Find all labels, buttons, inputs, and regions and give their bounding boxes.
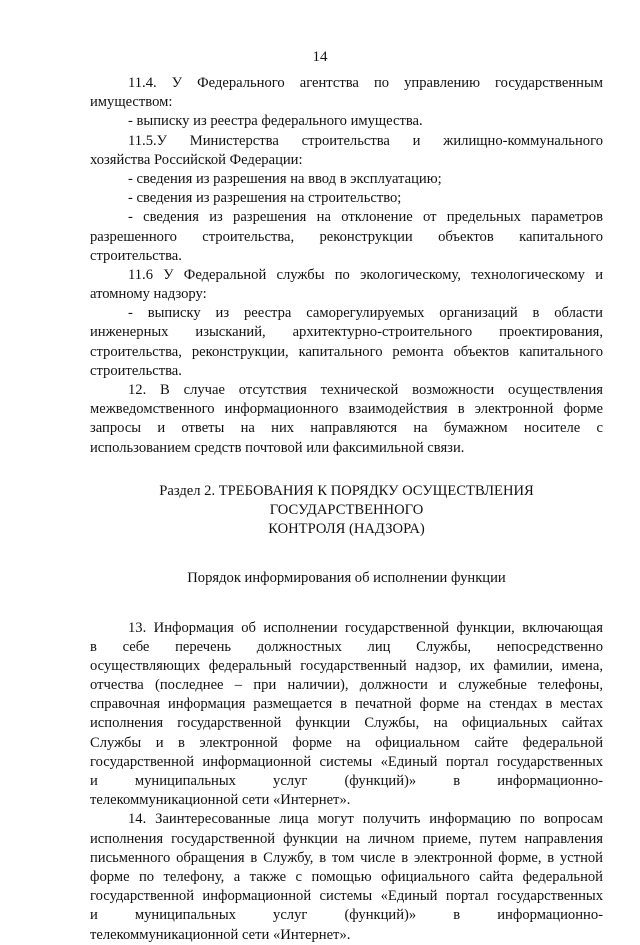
text-line: - сведения из разрешения на ввод в эксплуатацию; [128,170,442,187]
text-line: Службы и в электронной форме на официальном сайте федеральной [90,734,603,751]
text-line: в себе перечень должностных лиц Службы, непосредственно [90,638,603,655]
text-line: инженерных изысканий, архитектурно-строительного проектирования, [90,324,603,341]
text-line: межведомственного информационного взаимодействия в электронной форме [90,401,603,418]
text-line: использованием средств почтовой или факсимильной связи. [90,439,465,456]
section-heading-line: ГОСУДАРСТВЕННОГО [269,501,424,518]
text-line: 12. В случае отсутствия технической возможности осуществления [128,382,603,398]
text-line: государственной информационной системы «Единый портал государственных [90,888,603,905]
text-line: - сведения из разрешения на строительство; [128,190,402,207]
text-line: и муниципальных услуг (функций)» в информационно- [90,773,603,789]
text-line: форме по телефону, а также с помощью официального сайта федеральной [90,868,603,885]
document-body [90,74,603,945]
text-line: справочная информация размещается в печатной форме на стендах в местах [90,696,603,713]
text-line: телекоммуникационной сети «Интернет». [90,792,351,809]
text-line: - выписку из реестра саморегулируемых организаций в области [128,305,603,322]
text-line: разрешенного строительства, реконструкции объектов капитального [90,228,603,245]
text-line: исполнения государственной функции на личном приеме, путем направления [90,830,603,847]
text-line: имуществом: [90,94,173,111]
text-line: отчества (последнее – при наличии), должности и служебные телефоны, [90,677,603,694]
section-heading-line: Раздел 2. ТРЕБОВАНИЯ К ПОРЯДКУ ОСУЩЕСТВЛЕНИЯ [159,482,534,499]
text-line: телекоммуникационной сети «Интернет». [90,926,351,943]
section-heading-line: КОНТРОЛЯ (НАДЗОРА) [268,521,425,538]
text-line: 13. Информация об исполнении государственной функции, включающая [128,619,603,636]
text-line: государственной информационной системы «Единый портал государственных [90,753,603,770]
text-line: строительства, реконструкции, капитального ремонта объектов капитального [90,343,603,360]
text-line: исполнения государственной функции Службы, на официальных сайтах [90,715,603,732]
text-line: 14. Заинтересованные лица могут получить информацию по вопросам [128,811,603,828]
text-line: - выписку из реестра федерального имущества. [128,113,423,130]
text-line: осуществляющих федеральный государственный надзор, их фамилии, имена, [90,657,603,674]
text-line: строительства. [90,247,182,264]
text-line: запросы и ответы на них направляются на бумажном носителе с [90,420,603,437]
text-line: 11.6 У Федеральной службы по экологическому, технологическому и [128,266,603,283]
page-number: 14 [312,49,328,65]
subheading: Порядок информирования об исполнении функции [187,570,506,587]
text-line: хозяйства Российской Федерации: [90,151,303,168]
spacer [90,539,603,569]
text-line: письменного обращения в Службу, в том числе в электронной форме, в устной [90,849,603,866]
paragraphs-after-section [90,619,603,945]
text-line: - сведения из разрешения на отклонение от предельных параметров [128,209,603,226]
text-line: строительства. [90,362,182,379]
text-line: и муниципальных услуг (функций)» в информационно- [90,907,603,924]
paragraphs-before-section [90,74,603,458]
text-line: 11.5.У Министерства строительства и жилищно-коммунального [128,132,603,149]
section-heading [90,482,603,540]
spacer [90,589,603,619]
text-line: 11.4. У Федерального агентства по управлению государственным [128,75,603,91]
text-line: атомному надзору: [90,286,207,303]
spacer [90,458,603,482]
